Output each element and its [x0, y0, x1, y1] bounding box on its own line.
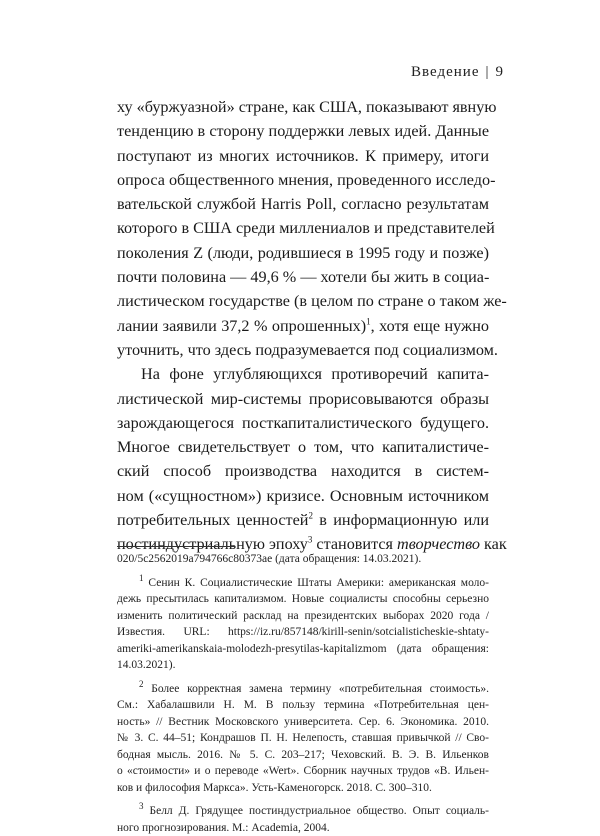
text-line: почти половина — 49,6 % — хотели бы жить в социа-: [117, 265, 489, 289]
footnote-mark: 3: [139, 801, 144, 811]
footnote-continuation: 020/5c2562019a794766c80373ae (дата обращения: 14.03.2021).: [117, 551, 489, 568]
running-header: [411, 64, 504, 81]
text-line: лании заявили 37,2 % опрошенных)$^1$, хотя еще нужно: [117, 314, 489, 338]
emphasis: творчество: [397, 535, 480, 553]
footnote-ref-1: 1: [366, 316, 371, 326]
footnote-3: [117, 803, 489, 836]
footnote-line: бодная мысль. 2016. № 5. С. 203–217; Чеховский. В. Э. В. Ильенков: [117, 747, 489, 764]
text-line: уточнить, что здесь подразумевается под социализмом.: [117, 338, 489, 362]
footnote-line: ков и философия Маркса». Усть-Каменогорск. 2018. С. 300–310.: [117, 780, 489, 797]
footnote-line: $^3$ Белл Д. Грядущее постиндустриальное общество. Опыт социаль-: [117, 803, 489, 820]
text-line: зарождающегося посткапиталистического будущего.: [117, 411, 489, 435]
footnote-line: $^1$ Сенин К. Социалистические Штаты Америки: американская моло-: [117, 575, 489, 592]
text-line: которого в США среди миллениалов и представителей: [117, 216, 489, 240]
text-line: поколения Z (люди, родившиеся в 1995 году и позже): [117, 241, 489, 265]
footnote-ref-3: 3: [308, 535, 313, 545]
footnote-line: Известия. URL: https://iz.ru/857148/kirill-senin/sotcialisticheskie-shtaty-: [117, 624, 489, 641]
footnote-line: изменить политический расклад на президентских выборах 2020 года /: [117, 608, 489, 625]
text-line: опроса общественного мнения, проведенного исследо-: [117, 168, 489, 192]
footnote-line: См.: Хабалашвили Н. М. В пользу термина «Потребительная цен-: [117, 697, 489, 714]
footnote-ref-2: 2: [308, 511, 313, 521]
footnote-line: ного прогнозирования. М.: Academia, 2004.: [117, 820, 489, 836]
text-line: ский способ производства находится в систем-: [117, 459, 489, 483]
paragraph-1: [117, 95, 489, 362]
footnote-line: дежь пресытилась капитализмом. Новые социалисты способны серьезно: [117, 591, 489, 608]
text-line: На фоне углубляющихся противоречий капита-: [117, 362, 489, 386]
footnote-line: о «стоимости» и о переводе «Wert». Сборник научных трудов «В. Ильен-: [117, 763, 489, 780]
footnote-line: $^2$ Более корректная замена термину «потребительная стоимость».: [117, 681, 489, 698]
footnotes: [117, 551, 489, 836]
paragraph-2: [117, 362, 489, 556]
footnote-mark: 1: [139, 573, 144, 583]
text-line: листическом государстве (в целом по стране о таком же-: [117, 289, 489, 313]
body-text: [117, 95, 489, 557]
footnote-line: 14.03.2021).: [117, 657, 489, 674]
page-number: 9: [496, 64, 505, 80]
text-line: потребительных ценностей$^2$ в информационную или: [117, 508, 489, 532]
footnote-line: № 3. С. 44–51; Кондрашов П. Н. Нелепость, ставшая привычкой // Сво-: [117, 730, 489, 747]
text-line: вательской службой Harris Poll, согласно результатам: [117, 192, 489, 216]
text-line: постиндустриальную эпоху$^3$ становится творчество как: [117, 532, 489, 556]
footnote-divider: [117, 546, 235, 547]
text-line: тенденцию в сторону поддержки левых идей. Данные: [117, 119, 489, 143]
text-line: Многое свидетельствует о том, что капиталистиче-: [117, 435, 489, 459]
footnote-1: [117, 575, 489, 674]
text-line: поступают из многих источников. К примеру, итоги: [117, 144, 489, 168]
footnote-line: ameriki-amerikanskaia-molodezh-presytilas-kapitalizmom (дата обращения:: [117, 641, 489, 658]
text-line: ном («сущностном») кризисе. Основным источником: [117, 484, 489, 508]
text-line: листической мир-системы прорисовываются образы: [117, 387, 489, 411]
header-separator: |: [485, 64, 489, 80]
footnote-2: [117, 681, 489, 797]
text-line: ху «буржуазной» стране, как США, показывают явную: [117, 95, 489, 119]
footnote-mark: 2: [139, 679, 144, 689]
footnote-line: ность» // Вестник Московского университета. Сер. 6. Экономика. 2010.: [117, 714, 489, 731]
section-title: Введение: [411, 64, 479, 80]
